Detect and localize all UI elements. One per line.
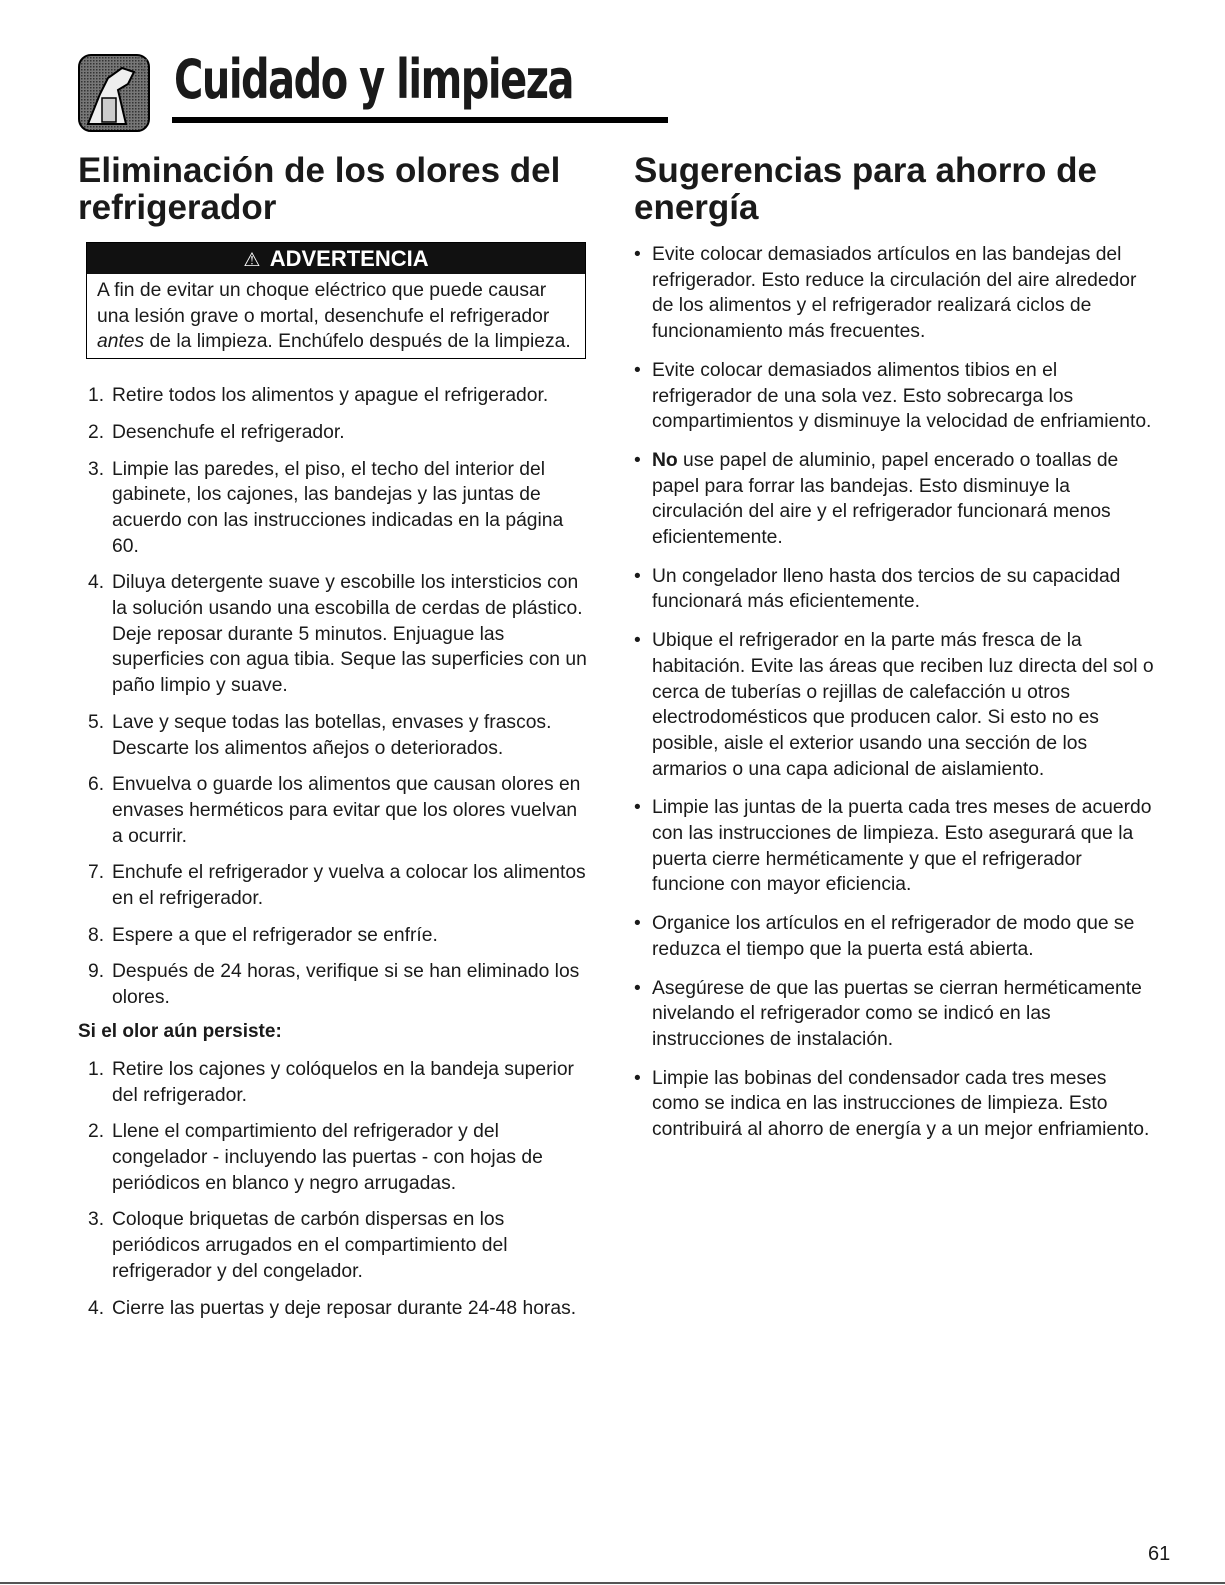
warning-box: [86, 242, 586, 359]
persistent-odor-steps-list: [78, 1057, 590, 1321]
list-item: • Limpie las bobinas del condensador cada tres meses como se indica en las instrucciones de limpieza. Esto contribuirá al ahorro de energía y a un mejor enfriamiento.: [634, 1066, 1154, 1143]
cleaning-spray-icon: [78, 54, 150, 132]
left-column: [78, 152, 590, 1332]
list-item: • Evite colocar demasiados alimentos tibios en el refrigerador de una sola vez. Esto sobrecarga los compartimientos y disminuye la velocidad de enfriamiento.: [634, 358, 1154, 435]
page-title: Cuidado y limpieza: [174, 48, 573, 111]
warning-emphasis: antes: [97, 331, 145, 353]
warning-title: ADVERTENCIA: [269, 246, 429, 271]
list-item: 1. Retire todos los alimentos y apague el refrigerador.: [88, 385, 549, 407]
list-item: • Ubique el refrigerador en la parte más fresca de la habitación. Evite las áreas que reciben luz directa del sol o cerca de tuberías o rejillas de calefacción u otros electrodomésticos que producen calor. Si esto no es posible, aisle el exterior usando una sección de los armarios o una capa adicional de aislamiento.: [634, 628, 1154, 782]
list-item: • Un congelador lleno hasta dos tercios de su capacidad funcionará más eficientemente.: [634, 564, 1154, 615]
warning-triangle-icon: ⚠: [243, 250, 261, 271]
right-column: [634, 152, 1154, 1156]
energy-tips-list: [634, 242, 1154, 1143]
list-item: 3. Coloque briquetas de carbón dispersas en los periódicos arrugados en el compartimiento del refrigerador y del congelador.: [88, 1209, 508, 1282]
footer-rule: [0, 1582, 1225, 1584]
list-item: 9. Después de 24 horas, verifique si se han eliminado los olores.: [88, 961, 580, 1009]
list-item: 2. Llene el compartimiento del refrigerador y del congelador - incluyendo las puertas - con hojas de periódicos en blanco y negro arrugadas.: [88, 1121, 543, 1194]
list-item: • Organice los artículos en el refrigerador de modo que se reduzca el tiempo que la puerta está abierta.: [634, 911, 1154, 962]
page-number: 61: [1148, 1543, 1171, 1565]
list-item: 8. Espere a que el refrigerador se enfríe.: [88, 924, 438, 946]
energy-tips-heading: Sugerencias para ahorro de energía: [634, 151, 1097, 227]
list-item: 5. Lave y seque todas las botellas, envases y frascos. Descarte los alimentos añejos o deteriorados.: [88, 711, 552, 759]
list-item: 4. Diluya detergente suave y escobille los intersticios con la solución usando una escobilla de cerdas de plástico. Deje reposar durante 5 minutos. Enjuague las superficies con agua tibia. Seque las superficies con un paño limpio y suave.: [88, 572, 587, 697]
list-item: • Evite colocar demasiados artículos en las bandejas del refrigerador. Esto reduce la circulación del aire alrededor de los alimentos y el refrigerador realizará ciclos de funcionamiento más frecuentes.: [634, 242, 1154, 345]
list-item: 6. Envuelva o guarde los alimentos que causan olores en envases herméticos para evitar que los olores vuelvan a ocurrir.: [88, 774, 581, 847]
list-item: • No use papel de aluminio, papel encerado o toallas de papel para forrar las bandejas. Esto disminuye la circulación del aire y el refrigerador funcionará menos eficientemente.: [634, 448, 1154, 551]
list-item: 4. Cierre las puertas y deje reposar durante 24-48 horas.: [88, 1297, 577, 1319]
list-item: 3. Limpie las paredes, el piso, el techo del interior del gabinete, los cajones, las bandejas y las juntas de acuerdo con las instrucciones indicadas en la página 60.: [88, 458, 564, 557]
list-item: 7. Enchufe el refrigerador y vuelva a colocar los alimentos en el refrigerador.: [88, 862, 586, 910]
title-underline: [172, 117, 668, 123]
list-item: • Limpie las juntas de la puerta cada tres meses de acuerdo con las instrucciones de limpieza. Esto asegurará que la puerta cierre herméticamente y que el refrigerador funcione con mayor eficiencia.: [634, 795, 1154, 898]
odor-steps-list: [78, 383, 590, 1011]
list-item: 1. Retire los cajones y colóquelos en la bandeja superior del refrigerador.: [88, 1058, 574, 1106]
list-item: 2. Desenchufe el refrigerador.: [88, 421, 345, 443]
page-header: [78, 42, 588, 134]
persistent-odor-subheading: Si el olor aún persiste:: [78, 1020, 282, 1042]
odor-removal-heading: Eliminación de los olores del refrigerador: [78, 151, 561, 227]
list-item: • Asegúrese de que las puertas se cierran herméticamente nivelando el refrigerador como se indicó en las instrucciones de instalación.: [634, 976, 1154, 1053]
warning-text: A fin de evitar un choque eléctrico que puede causar una lesión grave o mortal, desenchufe el refrigerador antes de la limpieza. Enchúfelo después de la limpieza.: [97, 280, 571, 353]
warning-header: [87, 243, 585, 274]
